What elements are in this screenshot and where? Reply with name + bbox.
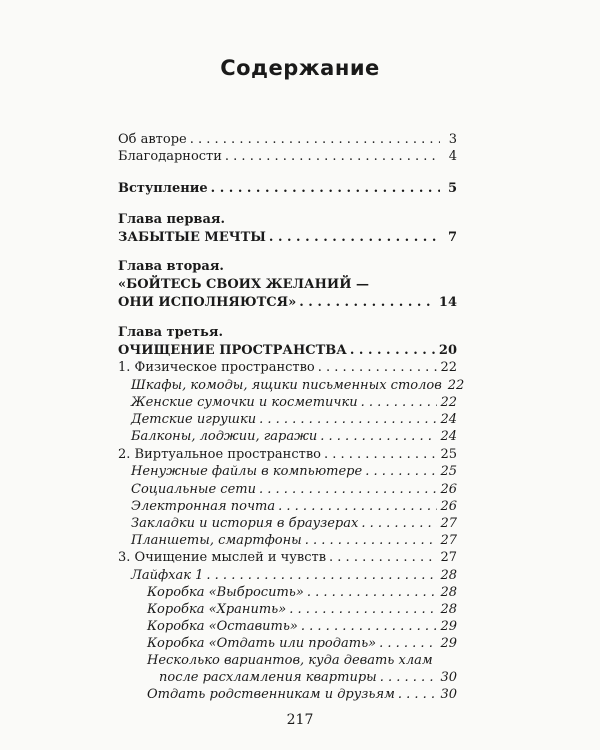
- leader-dots: [320, 428, 437, 446]
- toc-entry-chapter-2[interactable]: [118, 294, 457, 312]
- toc-page-number: 28: [440, 602, 457, 617]
- toc-page-number: 22: [440, 395, 457, 410]
- toc-page-number: 22: [447, 378, 465, 393]
- leader-dots: [301, 618, 438, 636]
- toc-entry-section-3[interactable]: [118, 549, 457, 567]
- toc-entry-section-2-d[interactable]: [131, 515, 457, 533]
- leader-dots: [361, 515, 437, 533]
- toc-entry-section-2-a[interactable]: [131, 463, 457, 481]
- toc-entry-section-1-c[interactable]: [131, 411, 457, 429]
- toc-entry-section-1-a[interactable]: [131, 377, 465, 395]
- toc-entry-section-1-b[interactable]: [131, 394, 457, 412]
- chapter-1-heading: Глава первая.: [118, 212, 226, 227]
- leader-dots: [190, 131, 440, 149]
- chapter-2-heading: Глава вторая.: [118, 259, 224, 274]
- leader-dots: [305, 532, 438, 550]
- toc-entry-lifehack-1[interactable]: [131, 567, 457, 585]
- leader-dots: [365, 463, 437, 481]
- toc-entry-give-to-relatives[interactable]: [147, 686, 457, 704]
- toc-entry-label: Благодарности: [118, 149, 222, 164]
- toc-entry-section-2[interactable]: [118, 446, 457, 464]
- toc-entry-section-2-e[interactable]: [131, 532, 457, 550]
- toc-entry-label: ОЧИЩЕНИЕ ПРОСТРАНСТВА: [118, 343, 347, 358]
- toc-entry-label: ЗАБЫТЫЕ МЕЧТЫ: [118, 230, 266, 245]
- toc-page-number: 24: [440, 429, 457, 444]
- leader-dots: [206, 567, 437, 585]
- toc-entry-intro[interactable]: [118, 180, 457, 198]
- toc-entry-label: Социальные сети: [131, 482, 256, 497]
- toc-page-number: 3: [448, 132, 457, 147]
- toc-page-number: 27: [440, 550, 457, 565]
- toc-entry-options-where-to-put-junk[interactable]: [159, 669, 457, 687]
- toc-entry-label: Об авторе: [118, 132, 187, 147]
- toc-entry-label: Балконы, лоджии, гаражи: [131, 429, 318, 444]
- toc-page-number: 14: [438, 295, 457, 310]
- toc-entry-label: 3. Очищение мыслей и чувств: [118, 550, 327, 565]
- leader-dots: [350, 342, 436, 360]
- toc-entry-label: Шкафы, комоды, ящики письменных столов: [131, 378, 442, 393]
- toc-page-number: 30: [440, 670, 457, 685]
- toc-page-number: 7: [447, 230, 457, 245]
- toc-page-number: 5: [447, 181, 457, 196]
- toc-page-number: 28: [440, 585, 457, 600]
- leader-dots: [324, 446, 437, 464]
- toc-entry-label: Коробка «Отдать или продать»: [147, 636, 377, 651]
- toc-entry-label: Вступление: [118, 181, 208, 196]
- toc-entry-label: Женские сумочки и косметички: [131, 395, 358, 410]
- toc-entry-label: Коробка «Хранить»: [147, 602, 287, 617]
- toc-entry-box-keep[interactable]: [147, 618, 457, 636]
- leader-dots: [361, 394, 438, 412]
- toc-entry-section-1-d[interactable]: [131, 428, 457, 446]
- toc-entry-label: Закладки и история в браузерах: [131, 516, 359, 531]
- leader-dots: [307, 584, 438, 602]
- toc-entry-label: после расхламления квартиры: [159, 670, 377, 685]
- toc-page-number: 29: [440, 636, 457, 651]
- toc-page-number: 30: [440, 687, 457, 702]
- toc-page-number: 29: [440, 619, 457, 634]
- toc-page-number: 20: [438, 343, 457, 358]
- toc-page-number: 28: [440, 568, 457, 583]
- toc-page-number: 25: [440, 464, 457, 479]
- toc-entry-box-give-or-sell[interactable]: [147, 635, 457, 653]
- leader-dots: [211, 180, 440, 198]
- toc-page-number: 27: [440, 516, 457, 531]
- leader-dots: [380, 669, 438, 687]
- toc-entry-label: 1. Физическое пространство: [118, 360, 315, 375]
- toc-entry-label: Отдать родственникам и друзьям: [147, 687, 395, 702]
- toc-entry-thanks[interactable]: [118, 148, 457, 166]
- chapter-3-heading: Глава третья.: [118, 325, 223, 340]
- toc-entry-chapter-3[interactable]: [118, 342, 457, 360]
- leader-dots: [269, 229, 440, 247]
- toc-entry-about-author[interactable]: [118, 131, 457, 149]
- toc-entry-label: 2. Виртуальное пространство: [118, 447, 321, 462]
- toc-entry-section-1[interactable]: [118, 359, 457, 377]
- leader-dots: [225, 148, 440, 166]
- page-number: 217: [286, 712, 314, 728]
- leader-dots: [379, 635, 437, 653]
- toc-entry-options-line-1: Несколько вариантов, куда девать хлам: [147, 653, 433, 668]
- toc-page-number: 27: [440, 533, 457, 548]
- toc-entry-section-2-b[interactable]: [131, 481, 457, 499]
- toc-entry-box-store[interactable]: [147, 601, 457, 619]
- page-title: Содержание: [220, 56, 380, 80]
- toc-entry-label: Коробка «Выбросить»: [147, 585, 304, 600]
- toc-page-number: 22: [440, 360, 457, 375]
- toc-entry-label: Электронная почта: [131, 499, 276, 514]
- toc-entry-section-2-c[interactable]: [131, 498, 457, 516]
- toc-entry-box-throw[interactable]: [147, 584, 457, 602]
- toc-entry-label: Лайфхак 1: [131, 568, 204, 583]
- leader-dots: [318, 359, 438, 377]
- toc-page-number: 24: [440, 412, 457, 427]
- leader-dots: [299, 294, 436, 312]
- toc-entry-chapter-1[interactable]: [118, 229, 457, 247]
- toc-page-number: 4: [448, 149, 457, 164]
- toc-entry-label: Планшеты, смартфоны: [131, 533, 302, 548]
- leader-dots: [398, 686, 438, 704]
- toc-page-number: 26: [440, 482, 457, 497]
- toc-page-number: 25: [440, 447, 457, 462]
- toc-entry-label: ОНИ ИСПОЛНЯЮТСЯ»: [118, 295, 297, 310]
- chapter-2-title-line-1: «БОЙТЕСЬ СВОИХ ЖЕЛАНИЙ —: [118, 277, 369, 292]
- leader-dots: [289, 601, 437, 619]
- leader-dots: [259, 481, 437, 499]
- toc-entry-label: Детские игрушки: [131, 412, 257, 427]
- leader-dots: [329, 549, 437, 567]
- toc-entry-label: Коробка «Оставить»: [147, 619, 298, 634]
- leader-dots: [259, 411, 437, 429]
- toc-entry-label: Ненужные файлы в компьютере: [131, 464, 363, 479]
- leader-dots: [278, 498, 437, 516]
- toc-page-number: 26: [440, 499, 457, 514]
